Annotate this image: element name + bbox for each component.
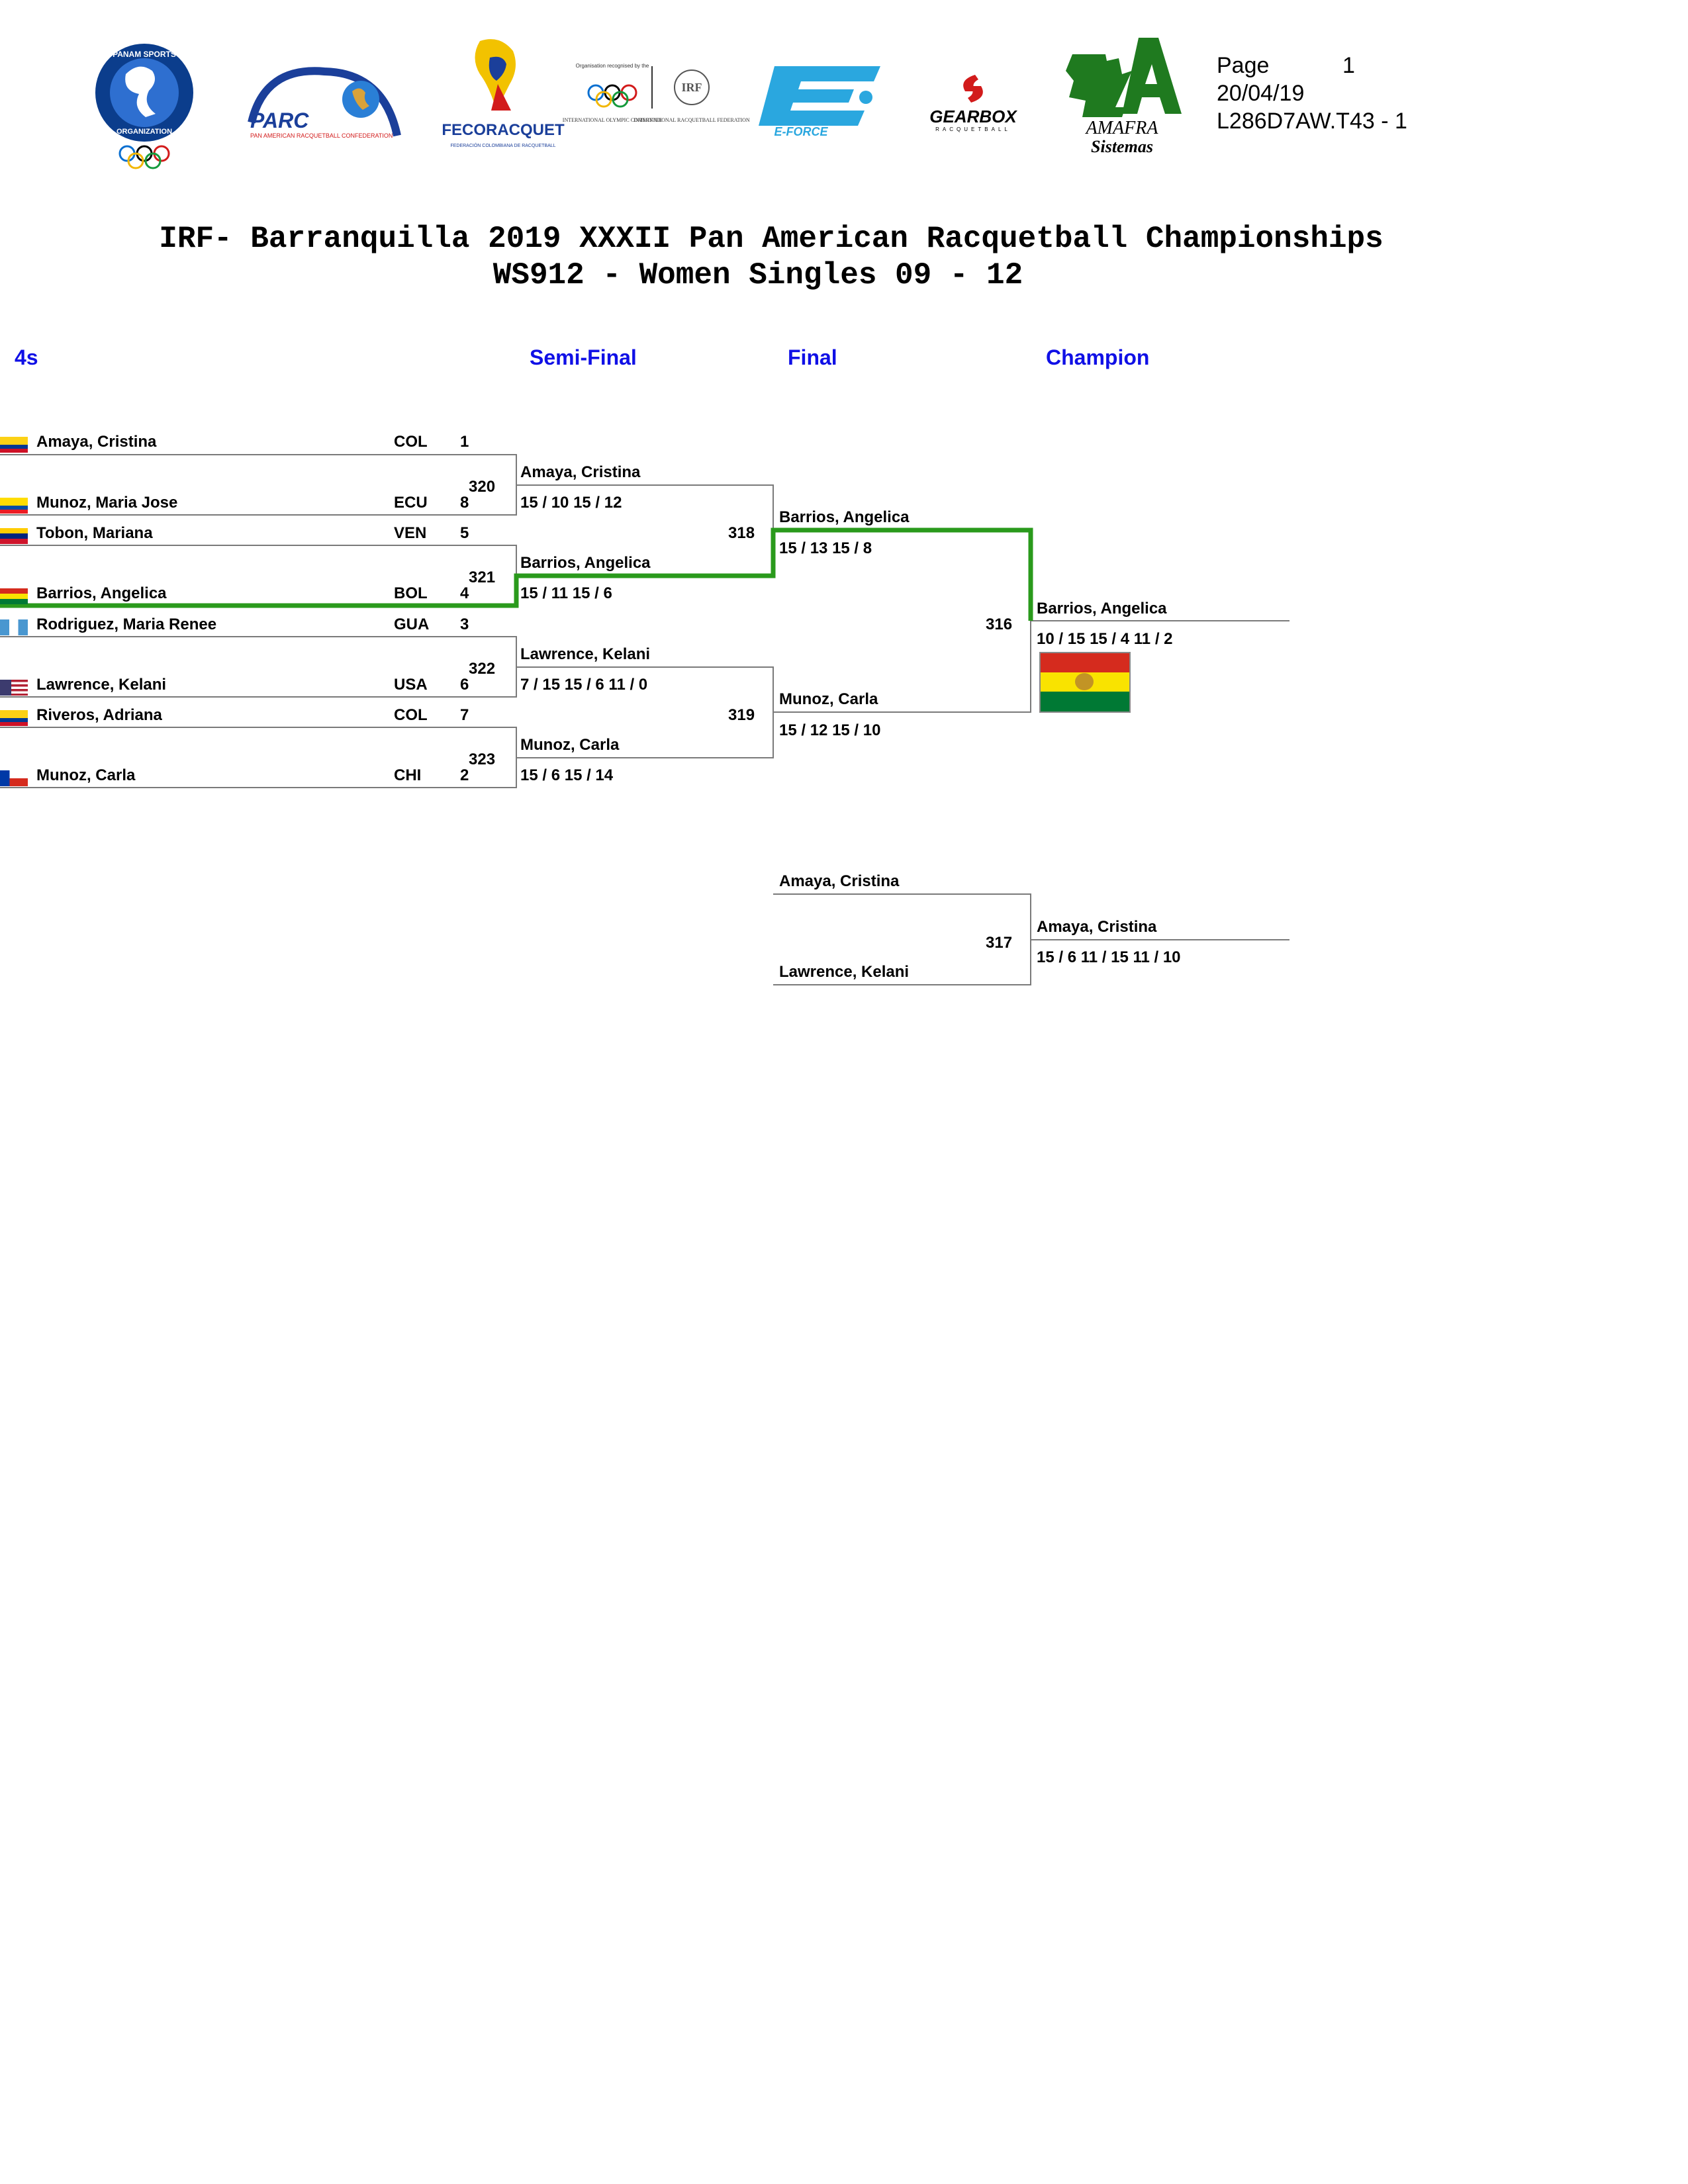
- player-name: Munoz, Maria Jose: [36, 494, 178, 512]
- flag-colombia-icon: [0, 710, 28, 726]
- player-name: Amaya, Cristina: [36, 433, 157, 451]
- ioc-text: INTERNATIONAL OLYMPIC COMMITTEE: [562, 117, 663, 123]
- flag-venezuela-icon: [0, 528, 28, 544]
- fecoracquet-caption: FEDERACIÓN COLOMBIANA DE RACQUETBALL: [450, 144, 556, 148]
- flag-usa-icon: [0, 680, 28, 696]
- player-name: Tobon, Mariana: [36, 524, 153, 542]
- player-seed: 1: [460, 433, 469, 451]
- report-code: L286D7AW.T43 - 1: [1217, 109, 1407, 134]
- player-seed: 3: [460, 615, 469, 633]
- flag-ecuador-icon: [0, 498, 28, 514]
- report-date: 20/04/19: [1217, 81, 1305, 106]
- page-label: Page: [1217, 53, 1270, 78]
- flag-chile-icon: [0, 770, 28, 786]
- fecoracquet-name: FECORACQUET: [442, 121, 565, 139]
- round-header-semifinal: Semi-Final: [530, 345, 637, 369]
- amafra-sub: Sistemas: [1091, 137, 1153, 156]
- page-number: 1: [1342, 53, 1355, 78]
- semi-player-name: Amaya, Cristina: [520, 463, 641, 481]
- page-subtitle: WS912 - Women Singles 09 - 12: [492, 258, 1023, 293]
- gearbox-sub: RACQUETBALL: [935, 126, 1011, 132]
- player-country: GUA: [394, 615, 430, 633]
- player-country: COL: [394, 706, 428, 724]
- match-number: 320: [469, 478, 496, 496]
- flag-colombia-icon: [0, 437, 28, 453]
- player-country: BOL: [394, 584, 428, 602]
- semi-player-name: Barrios, Angelica: [520, 554, 651, 572]
- player-country: CHI: [394, 766, 422, 784]
- irf-mark: IRF: [681, 81, 702, 94]
- round-header-final: Final: [788, 345, 837, 369]
- champion-flag-bolivia-icon: [1039, 652, 1131, 713]
- match-number: 319: [728, 706, 755, 724]
- player-seed: 6: [460, 676, 469, 694]
- final-player-name: Barrios, Angelica: [779, 508, 910, 526]
- semi-score: 15 / 10 15 / 12: [520, 494, 622, 512]
- ioc-recognized-text: Organisation recognised by the: [575, 63, 649, 69]
- winner-path: [0, 530, 1031, 621]
- player-name: Barrios, Angelica: [36, 584, 167, 602]
- third-place-player-name: Lawrence, Kelani: [779, 963, 910, 981]
- final-score: 15 / 13 15 / 8: [779, 539, 872, 557]
- final-score: 15 / 12 15 / 10: [779, 721, 881, 739]
- final-player-name: Munoz, Carla: [779, 690, 878, 708]
- player-seed: 5: [460, 524, 469, 542]
- semi-score: 15 / 11 15 / 6: [520, 584, 612, 602]
- match-number: 321: [469, 569, 496, 586]
- champion-name: Barrios, Angelica: [1037, 600, 1167, 617]
- round-header-champion: Champion: [1046, 345, 1150, 369]
- page-title: IRF- Barranquilla 2019 XXXII Pan American Racquetball Championships: [159, 222, 1383, 256]
- panam-top-text: PANAM SPORTS: [113, 50, 176, 59]
- player-name: Riveros, Adriana: [36, 706, 162, 724]
- player-country: VEN: [394, 524, 427, 542]
- player-name: Munoz, Carla: [36, 766, 136, 784]
- semi-score: 15 / 6 15 / 14: [520, 766, 614, 784]
- third-place-player-name: Amaya, Cristina: [779, 872, 900, 890]
- match-number: 316: [986, 615, 1013, 633]
- gearbox-name: GEARBOX: [929, 107, 1017, 126]
- player-name: Lawrence, Kelani: [36, 676, 167, 694]
- player-seed: 4: [460, 584, 469, 602]
- eforce-name: E-FORCE: [774, 125, 828, 138]
- irf-text: INTERNATIONAL RACQUETBALL FEDERATION: [633, 117, 750, 123]
- player-seed: 8: [460, 494, 469, 512]
- player-name: Rodriguez, Maria Renee: [36, 615, 217, 633]
- third-place-score: 15 / 6 11 / 15 11 / 10: [1037, 948, 1181, 966]
- amafra-name: AMAFRA: [1086, 118, 1158, 138]
- semi-player-name: Lawrence, Kelani: [520, 645, 651, 663]
- match-number: 322: [469, 660, 496, 678]
- player-country: USA: [394, 676, 428, 694]
- semi-player-name: Munoz, Carla: [520, 736, 620, 754]
- match-number: 317: [986, 934, 1013, 952]
- champion-score: 10 / 15 15 / 4 11 / 2: [1037, 630, 1173, 648]
- round-header-4s: 4s: [15, 345, 38, 369]
- panam-bottom-text: ORGANIZATION: [116, 128, 173, 136]
- player-country: ECU: [394, 494, 428, 512]
- player-seed: 2: [460, 766, 469, 784]
- flag-bolivia-icon: [0, 588, 28, 604]
- player-seed: 7: [460, 706, 469, 724]
- match-number: 323: [469, 751, 496, 768]
- parc-caption: PAN AMERICAN RACQUETBALL CONFEDERATION: [250, 132, 393, 139]
- third-place-winner: Amaya, Cristina: [1037, 918, 1157, 936]
- semi-score: 7 / 15 15 / 6 11 / 0: [520, 676, 648, 694]
- player-country: COL: [394, 433, 428, 451]
- parc-name: PARC: [250, 109, 309, 132]
- flag-guatemala-icon: [0, 619, 28, 635]
- match-number: 318: [728, 524, 755, 542]
